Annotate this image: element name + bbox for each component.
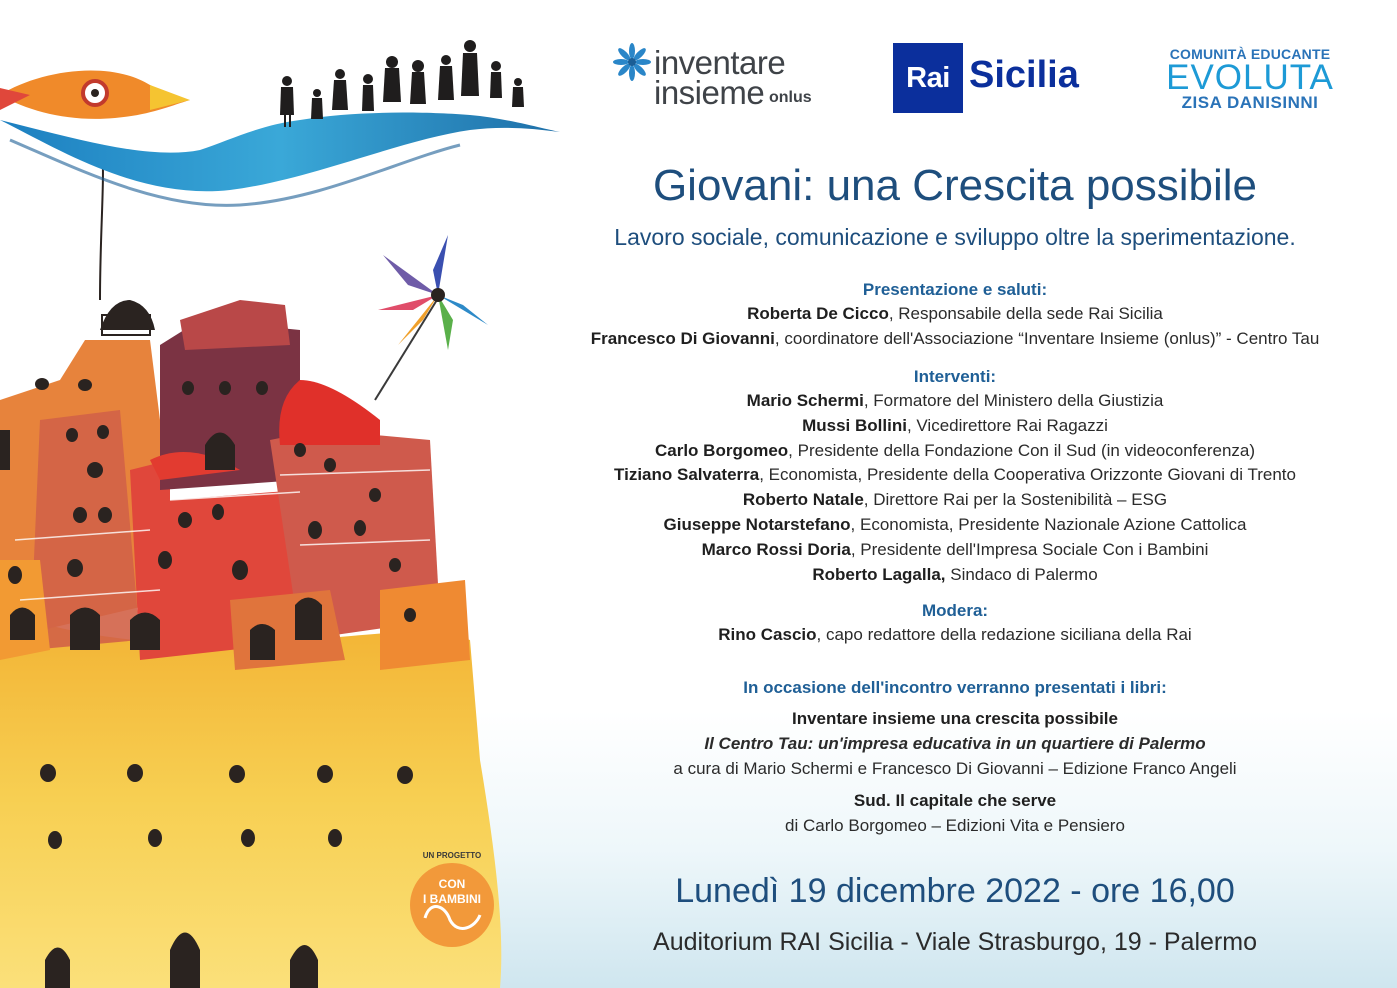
- comunita-educante-logo: [1158, 46, 1342, 116]
- inventare-insieme-logo: [612, 40, 822, 110]
- speaker-name: Francesco Di Giovanni: [590, 329, 775, 348]
- moderator-name: Rino Cascio: [718, 625, 817, 644]
- rai-box: Rai: [893, 43, 963, 113]
- book1-subtitle-text: Il Centro Tau: un'impresa educativa in un quartiere di Palermo: [704, 734, 1206, 753]
- comunita-line2: EVOLUTA: [1166, 58, 1334, 97]
- speaker-name: Marco Rossi Doria: [701, 540, 851, 559]
- comunita-line3: ZISA DANISINNI: [1181, 93, 1319, 112]
- book1-credits: a cura di Mario Schermi e Francesco Di Giovanni – Edizione Franco Angeli: [673, 759, 1237, 778]
- inventare-word: inventare: [654, 44, 786, 81]
- speaker-role: , Responsabile della sede Rai Sicilia: [888, 304, 1163, 323]
- speaker-line: [540, 442, 1370, 459]
- speaker-role: , coordinatore dell'Associazione “Inventare Insieme (onlus)” - Centro Tau: [774, 329, 1320, 348]
- book1-title-text: Inventare insieme una crescita possibile: [792, 709, 1118, 728]
- rai-sicilia-logo: [893, 43, 1098, 113]
- speaker-line: [540, 305, 1370, 322]
- libri-heading: In occasione dell'incontro verranno presentati i libri:: [743, 678, 1167, 697]
- comunita-line1: COMUNITÀ EDUCANTE: [1169, 46, 1331, 62]
- badge-top: UN PROGETTO: [422, 851, 482, 860]
- onlus-word: onlus: [769, 89, 812, 106]
- event-title: Giovani: una Crescita possibile: [652, 161, 1258, 210]
- book1-subtitle: [540, 735, 1370, 752]
- speaker-role: , Presidente dell'Impresa Sociale Con i Bambini: [850, 540, 1209, 559]
- moderator-role: , capo redattore della redazione siciliana della Rai: [816, 625, 1192, 644]
- presentazione-heading: Presentazione e saluti:: [862, 280, 1048, 299]
- book1-title: [540, 710, 1370, 727]
- event-date: Lunedì 19 dicembre 2022 - ore 16,00: [675, 872, 1235, 910]
- modera-heading: Modera:: [921, 601, 989, 620]
- insieme-word: insieme: [654, 74, 765, 111]
- speaker-name: Carlo Borgomeo: [654, 441, 789, 460]
- speaker-line: [540, 516, 1370, 533]
- speaker-name: Roberta De Cicco: [747, 304, 889, 323]
- rai-sicilia-word: Sicilia: [969, 54, 1079, 96]
- speaker-name: Mario Schermi: [746, 391, 864, 410]
- speaker-line: [540, 491, 1370, 508]
- speaker-role: , Economista, Presidente Nazionale Azione Cattolica: [850, 515, 1247, 534]
- speaker-line: [540, 392, 1370, 409]
- badge-line1: CON: [438, 877, 466, 891]
- speaker-line: [540, 417, 1370, 434]
- event-venue: Auditorium RAI Sicilia - Viale Strasburgo, 19 - Palermo: [653, 928, 1257, 956]
- speaker-line: [540, 466, 1370, 483]
- speaker-name: Giuseppe Notarstefano: [663, 515, 851, 534]
- speaker-name: Mussi Bollini: [802, 416, 907, 435]
- watercolor-illustration: [0, 0, 570, 988]
- speaker-name: Roberto Natale: [742, 490, 864, 509]
- speaker-line: [540, 566, 1370, 583]
- speaker-role: , Formatore del Ministero della Giustizia: [863, 391, 1164, 410]
- speaker-role: , Vicedirettore Rai Ragazzi: [906, 416, 1108, 435]
- event-subtitle: Lavoro sociale, comunicazione e sviluppo oltre la sperimentazione.: [614, 224, 1296, 250]
- speaker-line: [540, 541, 1370, 558]
- speaker-role: , Direttore Rai per la Sostenibilità – ESG: [863, 490, 1168, 509]
- book2-title-text: Sud. Il capitale che serve: [853, 791, 1057, 810]
- interventi-heading: Interventi:: [913, 367, 997, 386]
- flower-icon: [612, 40, 652, 90]
- speaker-role: , Economista, Presidente della Cooperativa Orizzonte Giovani di Trento: [759, 465, 1296, 484]
- moderator-line: [540, 626, 1370, 643]
- speaker-role: , Presidente della Fondazione Con il Sud (in videoconferenza): [788, 441, 1256, 460]
- speaker-name: Roberto Lagalla,: [812, 565, 946, 584]
- speaker-name: Tiziano Salvaterra: [614, 465, 760, 484]
- book2-credits: di Carlo Borgomeo – Edizioni Vita e Pensiero: [785, 816, 1125, 835]
- speaker-line: [540, 330, 1370, 347]
- book2-title: [540, 792, 1370, 809]
- badge-line2: I BAMBINI: [423, 892, 481, 906]
- speaker-role: Sindaco di Palermo: [945, 565, 1098, 584]
